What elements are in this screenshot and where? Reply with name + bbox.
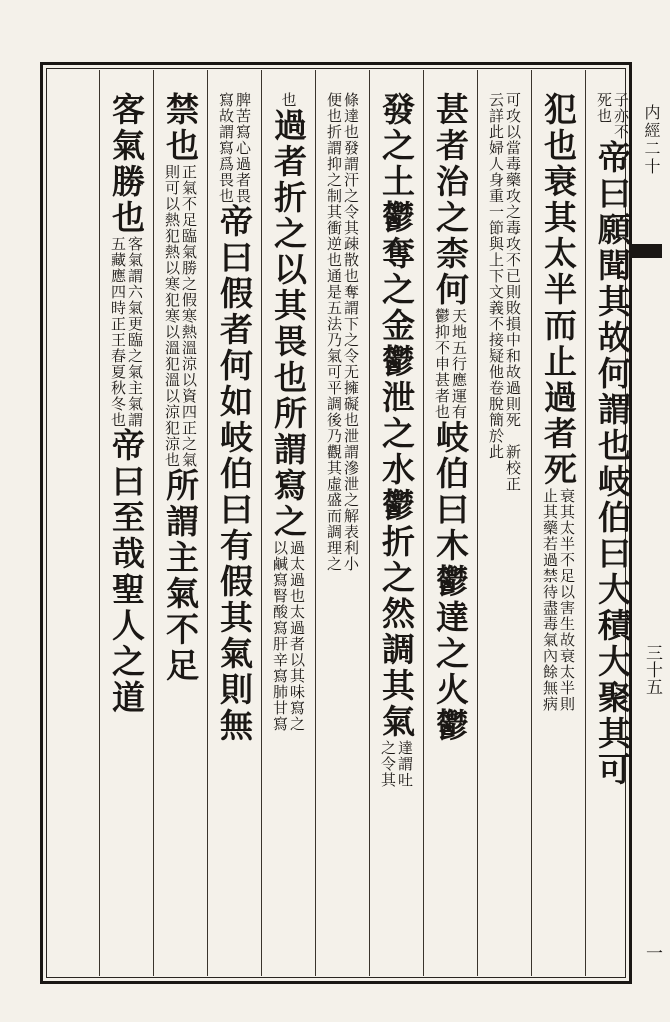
commentary-line: 則可以熱犯熱以寒犯寒以溫犯溫以涼犯涼也: [163, 164, 181, 468]
commentary-note: [271, 540, 305, 732]
main-text: 甚者治之柰何: [431, 92, 470, 308]
commentary-note: [595, 92, 629, 140]
text-column: [538, 92, 578, 960]
text-column: [376, 92, 416, 960]
main-text: 過者折之以其畏也所謂寫之: [269, 108, 308, 540]
commentary-note: [109, 236, 143, 428]
commentary-note: [541, 488, 575, 712]
commentary-line: 鬱抑不申甚者也: [433, 308, 451, 420]
commentary-line: 云詳此婦人身重一節與上下文義不接疑他卷脫簡於此: [487, 92, 505, 460]
text-column: [106, 92, 146, 960]
commentary-line: 正氣不足臨氣勝之假寒熱溫涼以資四正之氣: [180, 164, 198, 468]
main-text: 客氣勝也: [107, 92, 146, 236]
commentary-line: 便也折謂抑之制其衝逆也通是五法乃氣可平調後乃觀其虛盛而調理之: [325, 92, 343, 572]
column-rule: [261, 70, 262, 976]
margin-page-number: 三十五: [642, 644, 662, 695]
commentary-line: 子亦不: [612, 92, 630, 140]
commentary-line: 以鹹寫腎酸寫肝辛寫肺甘寫: [271, 540, 289, 732]
main-text: 岐伯曰木鬱達之火鬱: [431, 420, 470, 744]
main-text: 所謂主氣不足: [161, 468, 200, 684]
text-column: [322, 92, 362, 960]
text-column: [430, 92, 470, 960]
commentary-note: [217, 92, 251, 204]
commentary-line: 客氣謂六氣更臨之氣主氣謂: [126, 236, 144, 428]
commentary-line: 條達也發謂汗之令其疎散也奪謂下之令无擁礙也泄謂滲泄之解表利小: [342, 92, 360, 572]
commentary-line: 天地五行應運有: [450, 308, 468, 420]
text-column: [160, 92, 200, 960]
commentary-note: [487, 92, 521, 492]
column-rule: [423, 70, 424, 976]
commentary-line: 止其藥若過禁待盡毒氣內餘無病: [541, 488, 559, 712]
commentary-line: 也: [279, 92, 298, 108]
text-column: [592, 92, 632, 960]
text-column: [214, 92, 254, 960]
main-text: 犯也衰其太半而止過者死: [539, 92, 578, 488]
column-rule: [477, 70, 478, 976]
commentary-line: 五藏應四時正王春夏秋冬也: [109, 236, 127, 428]
commentary-line: 死也: [595, 92, 613, 124]
main-text: 帝曰至哉聖人之道: [107, 428, 146, 716]
commentary-note: [379, 740, 413, 788]
page-margin: [640, 64, 662, 984]
text-column: [268, 92, 308, 960]
margin-mark: 一: [642, 944, 662, 961]
commentary-line: 寫故謂寫爲畏也: [217, 92, 235, 204]
commentary-note: [163, 164, 197, 468]
commentary-line: 達謂吐: [396, 740, 414, 788]
commentary-line: 之令其: [379, 740, 397, 788]
main-text: 帝曰願聞其故何謂也岐伯曰大積大聚其可: [593, 140, 632, 788]
commentary-line: 脾苦寫心過者畏: [234, 92, 252, 204]
text-column: [484, 92, 524, 960]
commentary-note: [433, 308, 467, 420]
column-rule: [207, 70, 208, 976]
commentary-line: 衰其太半不足以害生故衰太半則: [558, 488, 576, 712]
commentary-note: [280, 92, 297, 108]
commentary-line: 過太過也太過者以其味寫之: [288, 540, 306, 732]
main-text: 發之土鬱奪之金鬱泄之水鬱折之然調其氣: [377, 92, 416, 740]
main-text: 禁也: [161, 92, 200, 164]
column-rule: [369, 70, 370, 976]
column-rule: [99, 70, 100, 976]
column-rule: [531, 70, 532, 976]
commentary-note: [325, 92, 359, 572]
column-rule: [315, 70, 316, 976]
column-rule: [153, 70, 154, 976]
main-text: 帝曰假者何如岐伯曰有假其氣則無: [215, 204, 254, 744]
commentary-line: 可攻以當毒藥攻之毒攻不已則敗損中和故過則死 新校正: [504, 92, 522, 492]
margin-book-title: 内經二十: [642, 104, 661, 176]
column-rule: [585, 70, 586, 976]
